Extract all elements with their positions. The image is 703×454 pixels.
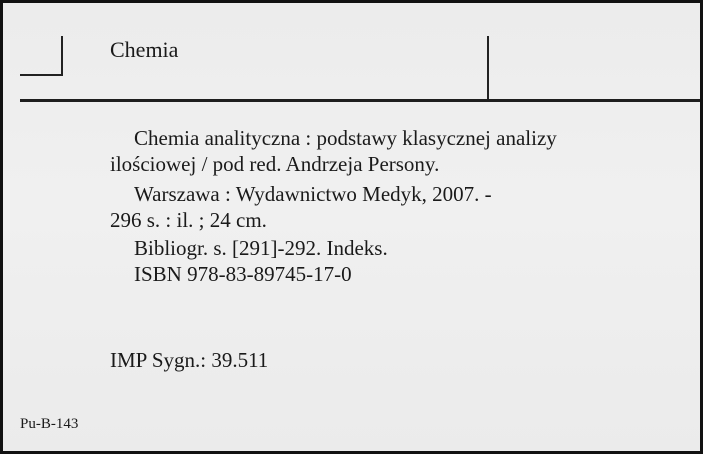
bibliography-note: Bibliogr. s. [291]-292. Indeks. [134,236,388,260]
imprint-line-2: 296 s. : il. ; 24 cm. [110,208,267,232]
corner-mark-horizontal [20,74,63,76]
heading-divider-vertical [487,36,489,100]
card-id: Pu-B-143 [20,416,79,432]
subject-heading: Chemia [110,37,179,62]
corner-mark-vertical [61,36,63,76]
title-line-2: ilościowej / pod red. Andrzeja Persony. [110,152,440,176]
catalog-card [3,3,700,451]
isbn: ISBN 978-83-89745-17-0 [134,262,352,286]
heading-divider-horizontal [20,99,700,102]
imprint-line-1: Warszawa : Wydawnictwo Medyk, 2007. - [134,182,492,206]
shelfmark: IMP Sygn.: 39.511 [110,348,269,372]
title-line-1: Chemia analityczna : podstawy klasycznej analizy [134,126,557,150]
